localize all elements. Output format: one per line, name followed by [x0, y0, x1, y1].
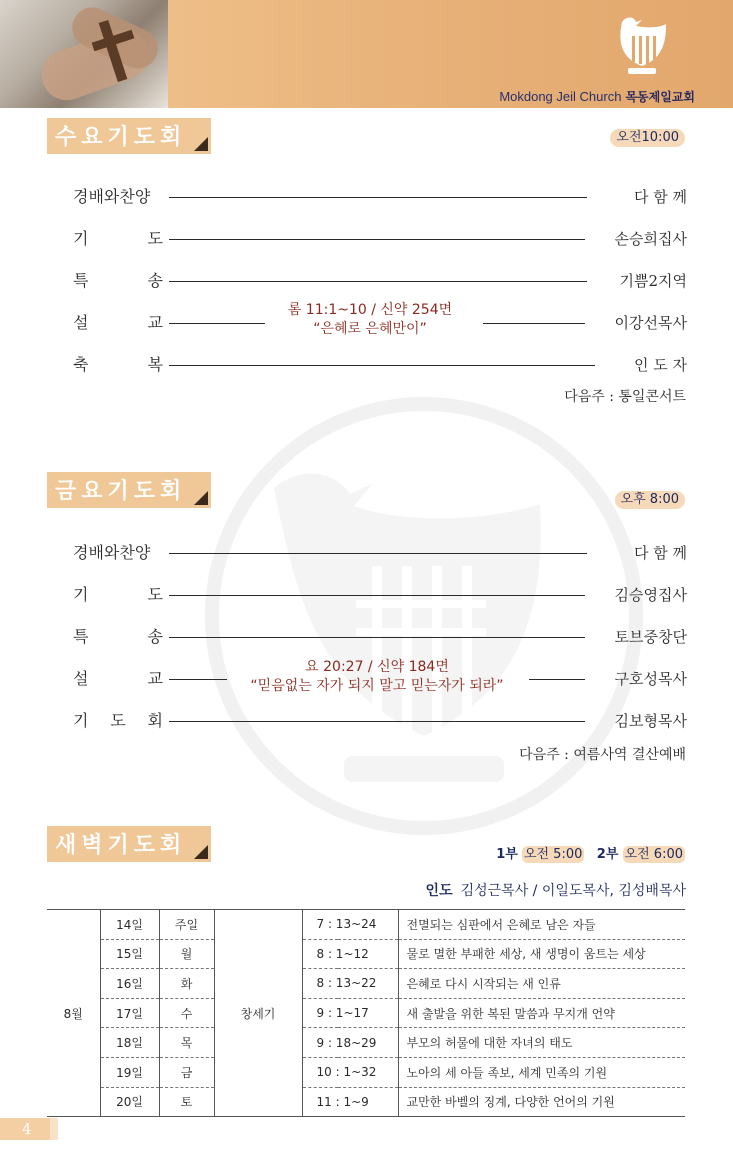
label-char: 송: [147, 271, 163, 290]
label-char: 도: [147, 585, 163, 604]
date-cell: 16일: [100, 969, 159, 999]
book-cell: 창세기: [214, 910, 302, 1117]
sermon-info: [232, 658, 522, 696]
leader-line: [169, 679, 227, 680]
leader-line: [169, 553, 587, 554]
row-label: [73, 542, 163, 564]
section-title-text: 금요기도회: [55, 479, 187, 504]
topic-cell: 새 출발을 위한 복된 말씀과 무지개 언약: [398, 998, 685, 1028]
row-label: [73, 186, 163, 208]
label-char: 특: [73, 627, 89, 646]
day-cell: 수: [159, 998, 214, 1028]
topic-cell: 교만한 바벨의 징계, 다양한 언어의 기원: [398, 1087, 685, 1117]
next-week-note: 다음주 : 여름사역 결산예배: [519, 747, 686, 763]
section-title-text: 새벽기도회: [55, 833, 187, 858]
row-value: 김승영집사: [614, 586, 687, 604]
label-char: 도: [110, 711, 126, 730]
corner-triangle-icon: [194, 137, 208, 151]
row-value: 이강선목사: [614, 314, 687, 332]
topic-cell: 물로 멸한 부패한 세상, 새 생명이 움트는 세상: [398, 939, 685, 969]
row-value: 손승희집사: [614, 230, 687, 248]
day-cell: 목: [159, 1028, 214, 1058]
service-row: [73, 626, 687, 648]
leader-label: 인도: [425, 883, 453, 899]
row-label: [73, 270, 163, 292]
church-name-en: Mokdong Jeil Church: [499, 89, 622, 104]
verse-cell: 11 : 1~9: [302, 1087, 398, 1117]
service-row: [73, 710, 687, 732]
label-char: 교: [147, 313, 163, 332]
leader-line: [169, 239, 585, 240]
leader-line: [169, 637, 585, 638]
leader-line: [169, 721, 585, 722]
page-number-edge: [50, 1118, 58, 1140]
day-cell: 금: [159, 1057, 214, 1087]
leader-line: [169, 365, 595, 366]
row-value: 구호성목사: [614, 670, 687, 688]
row-label: [73, 626, 163, 648]
row-label: [73, 312, 163, 334]
leaders-line: [426, 880, 686, 900]
section-title-friday: [47, 472, 211, 508]
label-char: 기: [73, 229, 89, 248]
row-value: 토브중창단: [614, 628, 687, 646]
next-week-note: 다음주 : 통일콘서트: [564, 389, 686, 405]
church-name: [499, 88, 695, 105]
service-row: [73, 270, 687, 292]
row-label: [73, 354, 163, 376]
part2-time: 오전 6:00: [624, 847, 683, 862]
date-cell: 18일: [100, 1028, 159, 1058]
page-number: 4: [0, 1118, 50, 1140]
row-label: [73, 228, 163, 250]
service-row: [73, 186, 687, 208]
label-char: 회: [147, 711, 163, 730]
table-row: [47, 910, 685, 940]
lyre-dove-icon: [612, 14, 672, 78]
row-value: 김보형목사: [614, 712, 687, 730]
date-cell: 15일: [100, 939, 159, 969]
header-photo: [0, 0, 168, 108]
day-cell: 토: [159, 1087, 214, 1117]
row-value: 인 도 자: [633, 356, 687, 374]
topic-cell: 전멸되는 심판에서 은혜로 남은 자들: [398, 910, 685, 940]
part1-time: 오전 5:00: [523, 847, 583, 862]
topic-cell: 부모의 허물에 대한 자녀의 태도: [398, 1028, 685, 1058]
month-cell: 8월: [47, 910, 100, 1117]
table-row: [47, 939, 685, 969]
label-char: 도: [147, 229, 163, 248]
service-row: [73, 542, 687, 564]
church-name-ko: 목동제일교회: [625, 90, 695, 104]
sermon-title: “은혜로 은혜만이”: [313, 321, 427, 337]
service-row: [73, 354, 687, 376]
lyre-watermark-icon: [204, 396, 644, 836]
verse-cell: 7 : 13~24: [302, 910, 398, 940]
table-row: [47, 1028, 685, 1058]
verse-cell: 8 : 1~12: [302, 939, 398, 969]
table-row: [47, 969, 685, 999]
date-cell: 17일: [100, 998, 159, 1028]
verse-cell: 10 : 1~32: [302, 1057, 398, 1087]
part1-label: 1부: [496, 847, 518, 862]
corner-triangle-icon: [194, 845, 208, 859]
sermon-scripture: 요 20:27 / 신약 184면: [305, 659, 449, 675]
label-char: 경배와찬양: [73, 187, 151, 206]
sermon-info: [270, 301, 470, 339]
corner-triangle-icon: [194, 491, 208, 505]
label-char: 송: [147, 627, 163, 646]
leader-line: [169, 323, 265, 324]
dawn-times: [496, 843, 685, 862]
label-char: 설: [73, 313, 89, 332]
table-row: [47, 1057, 685, 1087]
row-value: 다 함 께: [633, 188, 687, 206]
table-row: [47, 1087, 685, 1117]
leader-line: [169, 595, 585, 596]
date-cell: 19일: [100, 1057, 159, 1087]
row-value: 기쁨2지역: [619, 272, 687, 290]
verse-cell: 9 : 18~29: [302, 1028, 398, 1058]
date-cell: 20일: [100, 1087, 159, 1117]
leader-line: [169, 281, 587, 282]
leader-line: [483, 323, 585, 324]
topic-cell: 은혜로 다시 시작되는 새 인류: [398, 969, 685, 999]
leader-line: [529, 679, 585, 680]
label-char: 기: [73, 711, 89, 730]
day-cell: 화: [159, 969, 214, 999]
service-row: [73, 228, 687, 250]
section-title-wednesday: [47, 118, 211, 154]
verse-cell: 8 : 13~22: [302, 969, 398, 999]
section-title-text: 수요기도회: [55, 125, 187, 150]
leader-line: [169, 197, 587, 198]
sermon-title: “믿음없는 자가 되지 말고 믿는자가 되라”: [250, 678, 504, 694]
leader-names: 김성근목사 / 이일도목사, 김성배목사: [460, 883, 686, 899]
label-char: 교: [147, 669, 163, 688]
day-cell: 주일: [159, 910, 214, 940]
label-char: 기: [73, 585, 89, 604]
date-cell: 14일: [100, 910, 159, 940]
sermon-scripture: 롬 11:1~10 / 신약 254면: [287, 302, 453, 318]
topic-cell: 노아의 세 아들 족보, 세계 민족의 기원: [398, 1057, 685, 1087]
row-label: [73, 710, 163, 732]
label-char: 복: [147, 355, 163, 374]
row-value: 다 함 께: [633, 544, 687, 562]
row-label: [73, 668, 163, 690]
time-badge: 오전10:00: [610, 129, 685, 147]
label-char: 축: [73, 355, 89, 374]
label-char: 특: [73, 271, 89, 290]
part2-label: 2부: [596, 847, 619, 862]
verse-cell: 9 : 1~17: [302, 998, 398, 1028]
row-label: [73, 584, 163, 606]
table-row: [47, 998, 685, 1028]
label-char: 경배와찬양: [73, 543, 151, 562]
dawn-schedule-table: [47, 909, 685, 1117]
day-cell: 월: [159, 939, 214, 969]
section-title-dawn: [47, 826, 211, 862]
service-row: [73, 584, 687, 606]
time-badge: 오후 8:00: [615, 491, 685, 509]
label-char: 설: [73, 669, 89, 688]
